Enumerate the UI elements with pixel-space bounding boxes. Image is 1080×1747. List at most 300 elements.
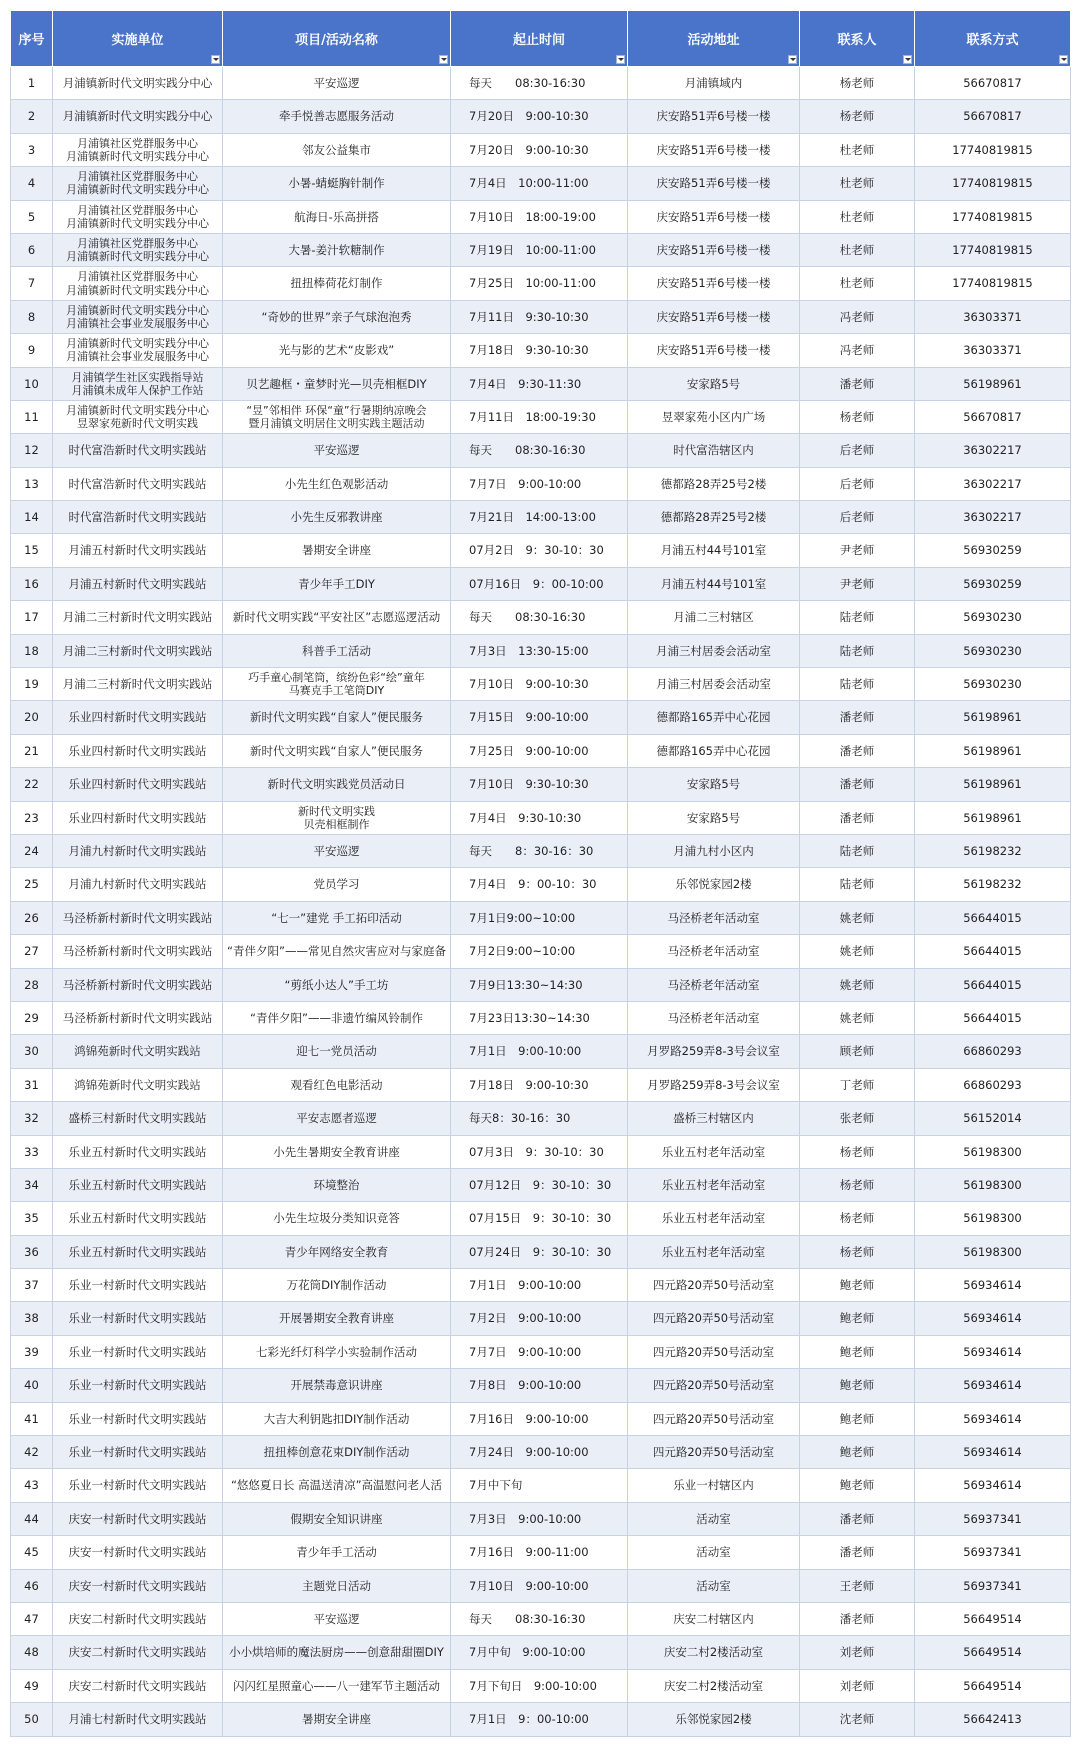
cell-phone: 56198300 [915,1235,1071,1268]
cell-index: 10 [11,367,53,400]
cell-index: 41 [11,1402,53,1435]
cell-address: 月浦镇域内 [628,67,800,100]
filter-dropdown-icon[interactable] [903,55,912,64]
cell-time: 7月下旬日 9:00-10:00 [451,1669,628,1702]
cell-phone: 56670817 [915,100,1071,133]
filter-dropdown-icon[interactable] [439,55,448,64]
cell-activity: “昱”邻相伴 环保“童”行暑期纳凉晚会 暨月浦镇文明居住文明实践主题活动 [223,400,451,433]
cell-phone: 56649514 [915,1602,1071,1635]
table-row [11,1001,1071,1034]
cell-unit: 月浦镇社区党群服务中心 月浦镇新时代文明实践分中心 [53,233,223,266]
cell-phone: 36303371 [915,300,1071,333]
cell-contact: 杨老师 [800,1202,915,1235]
cell-contact: 杨老师 [800,400,915,433]
cell-address: 安家路5号 [628,801,800,834]
cell-unit: 月浦镇社区党群服务中心 月浦镇新时代文明实践分中心 [53,167,223,200]
cell-time: 7月15日 9:00-10:00 [451,701,628,734]
cell-phone: 17740819815 [915,133,1071,166]
cell-index: 35 [11,1202,53,1235]
cell-activity: 党员学习 [223,868,451,901]
cell-address: 乐邻悦家园2楼 [628,1703,800,1736]
cell-contact: 潘老师 [800,701,915,734]
table-row [11,67,1071,100]
cell-time: 07月3日 9：30-10：30 [451,1135,628,1168]
cell-time: 7月25日 10:00-11:00 [451,267,628,300]
filter-dropdown-icon[interactable] [211,55,220,64]
cell-contact: 尹老师 [800,567,915,600]
cell-activity: 小暑-蜻蜓胸针制作 [223,167,451,200]
cell-contact: 杨老师 [800,67,915,100]
cell-unit: 马泾桥新村新时代文明实践站 [53,968,223,1001]
table-row [11,501,1071,534]
cell-phone: 36302217 [915,501,1071,534]
cell-time: 7月1日 9：00-10:00 [451,1703,628,1736]
cell-address: 庆安二村2楼活动室 [628,1669,800,1702]
cell-address: 昱翠家苑小区内广场 [628,400,800,433]
cell-address: 马泾桥老年活动室 [628,968,800,1001]
cell-address: 庆安路51弄6号楼一楼 [628,167,800,200]
cell-address: 乐业五村老年活动室 [628,1135,800,1168]
cell-address: 庆安路51弄6号楼一楼 [628,233,800,266]
cell-time: 每天8：30-16：30 [451,1102,628,1135]
table-row [11,200,1071,233]
cell-address: 四元路20弄50号活动室 [628,1302,800,1335]
cell-activity: 暑期安全讲座 [223,534,451,567]
cell-address: 活动室 [628,1536,800,1569]
cell-address: 庆安路51弄6号楼一楼 [628,267,800,300]
cell-contact: 姚老师 [800,901,915,934]
table-row [11,868,1071,901]
table-row [11,935,1071,968]
table-row [11,534,1071,567]
cell-unit: 庆安一村新时代文明实践站 [53,1569,223,1602]
table-row [11,267,1071,300]
cell-activity: 扭扭棒荷花灯制作 [223,267,451,300]
cell-phone: 66860293 [915,1035,1071,1068]
cell-unit: 月浦二三村新时代文明实践站 [53,601,223,634]
cell-phone: 56198300 [915,1135,1071,1168]
cell-activity: 闪闪红星照童心——八一建军节主题活动 [223,1669,451,1702]
cell-activity: 环境整治 [223,1168,451,1201]
cell-activity: 万花筒DIY制作活动 [223,1269,451,1302]
cell-activity: 扭扭棒创意花束DIY制作活动 [223,1436,451,1469]
cell-time: 7月11日 18:00-19:30 [451,400,628,433]
cell-index: 24 [11,834,53,867]
cell-time: 7月3日 13:30-15:00 [451,634,628,667]
table-row [11,1636,1071,1669]
cell-activity: 新时代文明实践党员活动日 [223,768,451,801]
cell-time: 7月7日 9:00-10:00 [451,1335,628,1368]
cell-contact: 潘老师 [800,734,915,767]
table-row [11,1369,1071,1402]
table-row [11,1235,1071,1268]
table-row [11,300,1071,333]
cell-time: 7月16日 9:00-11:00 [451,1536,628,1569]
cell-address: 德都路28弄25号2楼 [628,501,800,534]
cell-contact: 鲍老师 [800,1469,915,1502]
cell-address: 月浦九村小区内 [628,834,800,867]
cell-address: 德都路28弄25号2楼 [628,467,800,500]
cell-contact: 鲍老师 [800,1369,915,1402]
cell-activity: 平安巡逻 [223,1602,451,1635]
cell-time: 7月18日 9:00-10:30 [451,1068,628,1101]
table-row [11,1102,1071,1135]
cell-contact: 潘老师 [800,1602,915,1635]
cell-time: 07月15日 9：30-10：30 [451,1202,628,1235]
cell-address: 德都路165弄中心花园 [628,734,800,767]
cell-index: 37 [11,1269,53,1302]
cell-activity: 牵手悦善志愿服务活动 [223,100,451,133]
cell-index: 43 [11,1469,53,1502]
filter-dropdown-icon[interactable] [616,55,625,64]
table-row [11,1135,1071,1168]
cell-activity: 科普手工活动 [223,634,451,667]
cell-time: 7月20日 9:00-10:30 [451,133,628,166]
header-label: 序号 [18,33,45,48]
cell-time: 每天 8：30-16：30 [451,834,628,867]
cell-activity: 主题党日活动 [223,1569,451,1602]
table-row [11,634,1071,667]
cell-time: 7月1日9:00~10:00 [451,901,628,934]
cell-address: 四元路20弄50号活动室 [628,1269,800,1302]
table-row [11,1569,1071,1602]
cell-index: 16 [11,567,53,600]
cell-contact: 后老师 [800,501,915,534]
table-row [11,734,1071,767]
table-row [11,233,1071,266]
cell-index: 49 [11,1669,53,1702]
cell-address: 月罗路259弄8-3号会议室 [628,1068,800,1101]
cell-contact: 顾老师 [800,1035,915,1068]
cell-time: 7月4日 9:30-10:30 [451,801,628,834]
cell-unit: 乐业一村新时代文明实践站 [53,1269,223,1302]
cell-phone: 56937341 [915,1536,1071,1569]
cell-phone: 56937341 [915,1569,1071,1602]
cell-time: 7月11日 9:30-10:30 [451,300,628,333]
cell-address: 乐业一村辖区内 [628,1469,800,1502]
cell-activity: 开展禁毒意识讲座 [223,1369,451,1402]
cell-phone: 56198961 [915,768,1071,801]
cell-time: 7月18日 9:30-10:30 [451,334,628,367]
cell-phone: 56198300 [915,1168,1071,1201]
cell-time: 7月10日 9:00-10:00 [451,1569,628,1602]
cell-phone: 56152014 [915,1102,1071,1135]
cell-time: 7月1日 9:00-10:00 [451,1035,628,1068]
cell-unit: 鸿锦苑新时代文明实践站 [53,1035,223,1068]
cell-address: 庆安路51弄6号楼一楼 [628,300,800,333]
cell-address: 月浦五村44号101室 [628,534,800,567]
cell-contact: 杜老师 [800,267,915,300]
cell-contact: 潘老师 [800,1536,915,1569]
cell-unit: 马泾桥新村新时代文明实践站 [53,901,223,934]
cell-phone: 56644015 [915,968,1071,1001]
cell-activity: 小先生反邪教讲座 [223,501,451,534]
cell-index: 17 [11,601,53,634]
cell-activity: 假期安全知识讲座 [223,1502,451,1535]
cell-phone: 56930230 [915,634,1071,667]
cell-time: 07月2日 9：30-10：30 [451,534,628,567]
table-row [11,801,1071,834]
cell-time: 7月1日 9:00-10:00 [451,1269,628,1302]
cell-phone: 36302217 [915,467,1071,500]
cell-activity: 暑期安全讲座 [223,1703,451,1736]
cell-address: 乐业五村老年活动室 [628,1202,800,1235]
cell-unit: 月浦七村新时代文明实践站 [53,1703,223,1736]
table-row [11,1068,1071,1101]
cell-phone: 56930259 [915,567,1071,600]
cell-activity: 平安志愿者巡逻 [223,1102,451,1135]
table-row [11,1469,1071,1502]
cell-phone: 56934614 [915,1335,1071,1368]
cell-activity: 大吉大利钥匙扣DIY制作活动 [223,1402,451,1435]
cell-activity: 贝艺趣框・童梦时光—贝壳相框DIY [223,367,451,400]
cell-contact: 鲍老师 [800,1269,915,1302]
cell-unit: 庆安一村新时代文明实践站 [53,1536,223,1569]
cell-address: 乐业五村老年活动室 [628,1235,800,1268]
activity-table-sheet [10,10,1070,1737]
cell-activity: 新时代文明实践“自家人”便民服务 [223,701,451,734]
cell-phone: 56198232 [915,868,1071,901]
cell-time: 7月4日 9：00-10：30 [451,868,628,901]
cell-activity: “奇妙的世界”亲子气球泡泡秀 [223,300,451,333]
table-row [11,701,1071,734]
cell-time: 7月25日 9:00-10:00 [451,734,628,767]
cell-unit: 马泾桥新村新时代文明实践站 [53,1001,223,1034]
cell-address: 安家路5号 [628,768,800,801]
cell-unit: 月浦镇社区党群服务中心 月浦镇新时代文明实践分中心 [53,267,223,300]
cell-index: 2 [11,100,53,133]
cell-address: 月罗路259弄8-3号会议室 [628,1035,800,1068]
cell-index: 5 [11,200,53,233]
cell-index: 36 [11,1235,53,1268]
table-row [11,968,1071,1001]
cell-time: 7月2日9:00~10:00 [451,935,628,968]
table-row [11,400,1071,433]
cell-index: 46 [11,1569,53,1602]
cell-address: 马泾桥老年活动室 [628,1001,800,1034]
cell-contact: 鲍老师 [800,1402,915,1435]
cell-time: 7月24日 9:00-10:00 [451,1436,628,1469]
cell-index: 29 [11,1001,53,1034]
cell-index: 33 [11,1135,53,1168]
cell-phone: 56670817 [915,400,1071,433]
cell-index: 32 [11,1102,53,1135]
cell-unit: 时代富浩新时代文明实践站 [53,467,223,500]
cell-contact: 沈老师 [800,1703,915,1736]
cell-address: 四元路20弄50号活动室 [628,1369,800,1402]
cell-unit: 乐业一村新时代文明实践站 [53,1302,223,1335]
cell-phone: 56930230 [915,601,1071,634]
cell-contact: 丁老师 [800,1068,915,1101]
cell-address: 活动室 [628,1569,800,1602]
table-row [11,1436,1071,1469]
cell-contact: 杨老师 [800,1235,915,1268]
table-row [11,167,1071,200]
cell-time: 7月8日 9:00-10:00 [451,1369,628,1402]
cell-contact: 杜老师 [800,233,915,266]
cell-activity: 平安巡逻 [223,67,451,100]
cell-activity: 邻友公益集市 [223,133,451,166]
cell-contact: 潘老师 [800,367,915,400]
filter-dropdown-icon[interactable] [788,55,797,64]
cell-address: 盛桥三村辖区内 [628,1102,800,1135]
filter-dropdown-icon[interactable] [1059,55,1068,64]
cell-unit: 月浦二三村新时代文明实践站 [53,668,223,701]
table-row [11,1035,1071,1068]
cell-index: 9 [11,334,53,367]
cell-index: 27 [11,935,53,968]
cell-contact: 陆老师 [800,868,915,901]
cell-contact: 冯老师 [800,300,915,333]
cell-contact: 鲍老师 [800,1335,915,1368]
table-row [11,434,1071,467]
cell-index: 23 [11,801,53,834]
cell-activity: 观看红色电影活动 [223,1068,451,1101]
cell-activity: 开展暑期安全教育讲座 [223,1302,451,1335]
cell-index: 13 [11,467,53,500]
cell-address: 安家路5号 [628,367,800,400]
cell-unit: 乐业四村新时代文明实践站 [53,701,223,734]
cell-contact: 陆老师 [800,834,915,867]
table-row [11,1536,1071,1569]
cell-index: 45 [11,1536,53,1569]
cell-time: 7月中下旬 [451,1469,628,1502]
cell-time: 7月中旬 9:00-10:00 [451,1636,628,1669]
cell-unit: 乐业五村新时代文明实践站 [53,1168,223,1201]
cell-contact: 杨老师 [800,1135,915,1168]
cell-contact: 潘老师 [800,801,915,834]
cell-unit: 月浦五村新时代文明实践站 [53,567,223,600]
cell-unit: 乐业五村新时代文明实践站 [53,1135,223,1168]
cell-unit: 月浦镇新时代文明实践分中心 昱翠家苑新时代文明实践 [53,400,223,433]
cell-activity: “青伴夕阳”——非遗竹编风铃制作 [223,1001,451,1034]
cell-contact: 杨老师 [800,1168,915,1201]
cell-activity: 七彩光纤灯科学小实验制作活动 [223,1335,451,1368]
cell-time: 7月9日13:30~14:30 [451,968,628,1001]
cell-unit: 月浦五村新时代文明实践站 [53,534,223,567]
cell-index: 14 [11,501,53,534]
cell-unit: 庆安二村新时代文明实践站 [53,1602,223,1635]
cell-address: 月浦五村44号101室 [628,567,800,600]
cell-index: 12 [11,434,53,467]
table-row [11,334,1071,367]
cell-activity: 新时代文明实践“自家人”便民服务 [223,734,451,767]
cell-address: 庆安路51弄6号楼一楼 [628,100,800,133]
header-index [11,11,53,67]
cell-address: 马泾桥老年活动室 [628,935,800,968]
cell-address: 庆安路51弄6号楼一楼 [628,334,800,367]
cell-contact: 冯老师 [800,334,915,367]
table-row [11,1302,1071,1335]
cell-time: 07月16日 9：00-10:00 [451,567,628,600]
cell-unit: 马泾桥新村新时代文明实践站 [53,935,223,968]
cell-index: 4 [11,167,53,200]
cell-index: 8 [11,300,53,333]
cell-activity: 新时代文明实践“平安社区”志愿巡逻活动 [223,601,451,634]
cell-contact: 姚老师 [800,1001,915,1034]
cell-time: 每天 08:30-16:30 [451,601,628,634]
cell-phone: 56934614 [915,1369,1071,1402]
cell-unit: 月浦二三村新时代文明实践站 [53,634,223,667]
cell-time: 7月4日 9:30-11:30 [451,367,628,400]
cell-index: 6 [11,233,53,266]
cell-phone: 56644015 [915,935,1071,968]
cell-unit: 月浦镇新时代文明实践分中心 [53,100,223,133]
cell-contact: 姚老师 [800,935,915,968]
cell-phone: 56934614 [915,1402,1071,1435]
cell-address: 德都路165弄中心花园 [628,701,800,734]
cell-time: 每天 08:30-16:30 [451,434,628,467]
cell-activity: 光与影的艺术“皮影戏” [223,334,451,367]
header-phone [915,11,1071,67]
cell-address: 马泾桥老年活动室 [628,901,800,934]
table-row [11,668,1071,701]
cell-unit: 月浦镇社区党群服务中心 月浦镇新时代文明实践分中心 [53,200,223,233]
header-row [11,11,1071,67]
cell-phone: 36303371 [915,334,1071,367]
cell-contact: 陆老师 [800,668,915,701]
cell-phone: 56934614 [915,1269,1071,1302]
cell-unit: 乐业一村新时代文明实践站 [53,1335,223,1368]
cell-index: 15 [11,534,53,567]
cell-contact: 后老师 [800,434,915,467]
cell-contact: 杜老师 [800,167,915,200]
cell-phone: 56198232 [915,834,1071,867]
cell-address: 四元路20弄50号活动室 [628,1335,800,1368]
cell-contact: 后老师 [800,467,915,500]
table-row [11,1502,1071,1535]
cell-address: 月浦二三村辖区 [628,601,800,634]
cell-time: 7月19日 10:00-11:00 [451,233,628,266]
cell-index: 44 [11,1502,53,1535]
cell-time: 7月23日13:30~14:30 [451,1001,628,1034]
cell-time: 7月2日 9:00-10:00 [451,1302,628,1335]
cell-time: 7月10日 9:00-10:30 [451,668,628,701]
cell-address: 庆安二村2楼活动室 [628,1636,800,1669]
table-row [11,1669,1071,1702]
cell-contact: 杨老师 [800,100,915,133]
cell-unit: 乐业一村新时代文明实践站 [53,1369,223,1402]
cell-address: 庆安路51弄6号楼一楼 [628,200,800,233]
cell-activity: “七一”建党 手工拓印活动 [223,901,451,934]
cell-index: 11 [11,400,53,433]
cell-index: 3 [11,133,53,166]
cell-time: 07月24日 9：30-10：30 [451,1235,628,1268]
cell-contact: 刘老师 [800,1636,915,1669]
cell-contact: 潘老师 [800,1502,915,1535]
cell-contact: 鲍老师 [800,1302,915,1335]
cell-unit: 乐业五村新时代文明实践站 [53,1235,223,1268]
cell-time: 7月3日 9:00-10:00 [451,1502,628,1535]
cell-phone: 56644015 [915,1001,1071,1034]
cell-activity: 小先生垃圾分类知识竞答 [223,1202,451,1235]
cell-index: 7 [11,267,53,300]
cell-time: 7月10日 9:30-10:30 [451,768,628,801]
cell-phone: 56198961 [915,701,1071,734]
cell-unit: 乐业五村新时代文明实践站 [53,1202,223,1235]
cell-phone: 56644015 [915,901,1071,934]
cell-index: 19 [11,668,53,701]
cell-phone: 56198961 [915,801,1071,834]
cell-index: 40 [11,1369,53,1402]
cell-phone: 56642413 [915,1703,1071,1736]
cell-activity: 青少年手工活动 [223,1536,451,1569]
cell-time: 07月12日 9：30-10：30 [451,1168,628,1201]
cell-index: 30 [11,1035,53,1068]
table-row [11,1335,1071,1368]
table-row [11,567,1071,600]
cell-unit: 月浦镇学生社区实践指导站 月浦镇未成年人保护工作站 [53,367,223,400]
